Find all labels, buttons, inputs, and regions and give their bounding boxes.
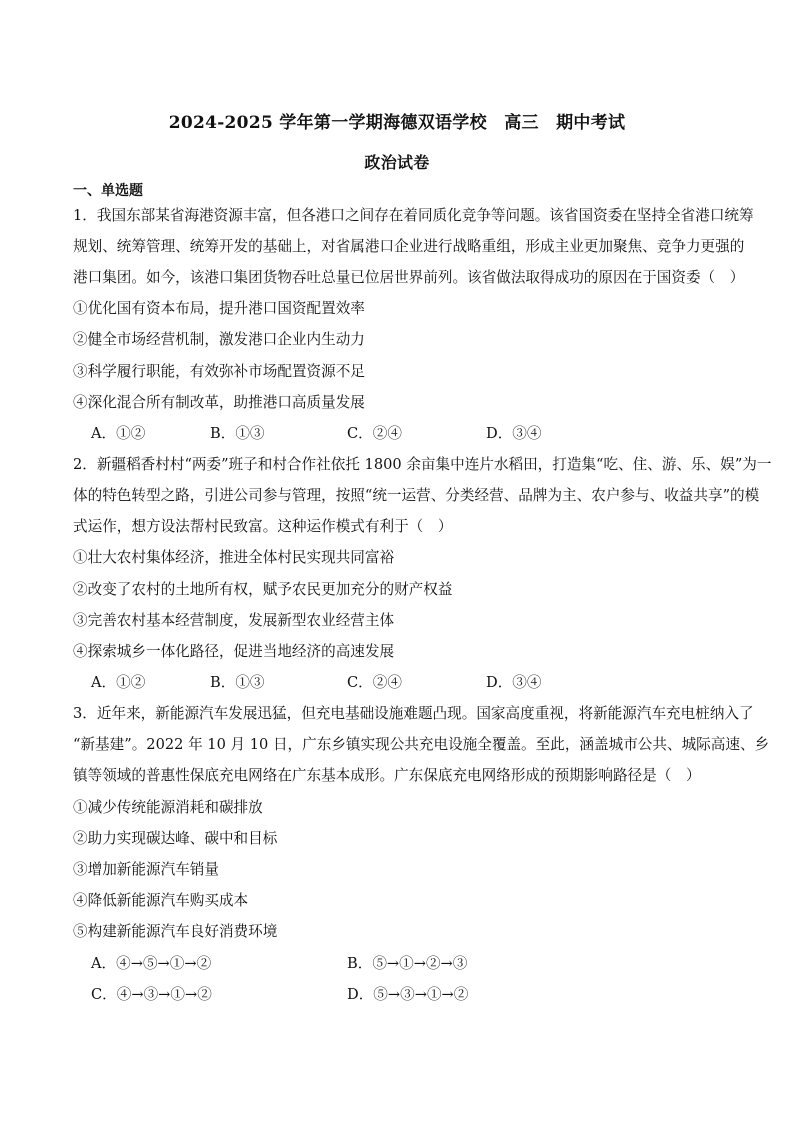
- question-3-statement-5: ⑤构建新能源汽车良好消费环境: [73, 923, 278, 940]
- question-2-statement-4: ④探索城乡一体化路径，促进当地经济的高速发展: [73, 643, 395, 660]
- question-2-statement-3: ③完善农村基本经营制度，发展新型农业经营主体: [73, 612, 395, 629]
- question-3-statement-3: ③增加新能源汽车销量: [73, 861, 219, 878]
- question-1-option-d[interactable]: D．③④: [486, 425, 542, 442]
- question-3-statement-4: ④降低新能源汽车购买成本: [73, 892, 249, 909]
- question-1-statement-1: ①优化国有资本布局，提升港口国资配置效率: [73, 300, 365, 317]
- question-3-statement-1: ①减少传统能源消耗和碳排放: [73, 799, 263, 816]
- question-3-stem-line-2: “新基建”。2022 年 10 月 10 日，广东乡镇实现公共充电设施全覆盖。至此，涵盖城市公共、城际高速、乡: [73, 736, 770, 753]
- exam-title: 2024-2025 学年第一学期海德双语学校 高三 期中考试: [168, 113, 626, 133]
- question-3-option-c[interactable]: C．④→③→①→②: [91, 986, 212, 1003]
- question-2-option-b[interactable]: B．①③: [210, 674, 265, 691]
- question-1-stem-line-3: 港口集团。如今，该港口集团货物吞吐总量已位居世界前列。该省做法取得成功的原因在于国资委（ ）: [73, 269, 745, 286]
- section-heading: 一、单选题: [73, 183, 143, 199]
- question-2-statement-1: ①壮大农村集体经济，推进全体村民实现共同富裕: [73, 549, 395, 566]
- question-2-option-a[interactable]: A．①②: [91, 674, 146, 691]
- question-3-option-a[interactable]: A．④→⑤→①→②: [91, 955, 212, 972]
- question-1-statement-4: ④深化混合所有制改革，助推港口高质量发展: [73, 394, 365, 411]
- question-3-stem-line-1: 3．近年来，新能源汽车发展迅猛，但充电基础设施难题凸现。国家高度重视，将新能源汽车充电桩纳入了: [73, 705, 754, 722]
- question-1-option-b[interactable]: B．①③: [210, 425, 265, 442]
- exam-subtitle: 政治试卷: [364, 153, 430, 172]
- question-1-stem-line-1: 1．我国东部某省海港资源丰富，但各港口之间存在着同质化竞争等问题。该省国资委在坚持全省港口统筹: [73, 207, 754, 224]
- question-3-option-b[interactable]: B．⑤→①→②→③: [347, 955, 468, 972]
- question-2-stem-line-2: 体的特色转型之路，引进公司参与管理，按照“统一运营、分类经营、品牌为主、农户参与、收益共享”的模: [73, 487, 760, 504]
- question-2-stem-line-3: 式运作，想方设法帮村民致富。这种运作模式有利于（ ）: [73, 518, 453, 535]
- question-1-option-c[interactable]: C．②④: [347, 425, 402, 442]
- question-2-option-d[interactable]: D．③④: [486, 674, 542, 691]
- question-3-stem-line-3: 镇等领域的普惠性保底充电网络在广东基本成形。广东保底充电网络形成的预期影响路径是（ ）: [73, 767, 701, 784]
- question-2-option-c[interactable]: C．②④: [347, 674, 402, 691]
- question-1-option-a[interactable]: A．①②: [91, 425, 146, 442]
- question-1-statement-3: ③科学履行职能，有效弥补市场配置资源不足: [73, 363, 365, 380]
- question-1-stem-line-2: 规划、统筹管理、统筹开发的基础上，对省属港口企业进行战略重组，形成主业更加聚焦、竞争力更强的: [73, 238, 745, 255]
- question-3-statement-2: ②助力实现碳达峰、碳中和目标: [73, 830, 278, 847]
- question-1-statement-2: ②健全市场经营机制，激发港口企业内生动力: [73, 331, 365, 348]
- question-2-stem-line-1: 2．新疆稻香村村“两委”班子和村合作社依托 1800 余亩集中连片水稻田，打造集“吃、住、游、乐、娱”为一: [73, 456, 772, 473]
- question-3-option-d[interactable]: D．⑤→③→①→②: [347, 986, 469, 1003]
- question-2-statement-2: ②改变了农村的土地所有权，赋予农民更加充分的财产权益: [73, 581, 453, 598]
